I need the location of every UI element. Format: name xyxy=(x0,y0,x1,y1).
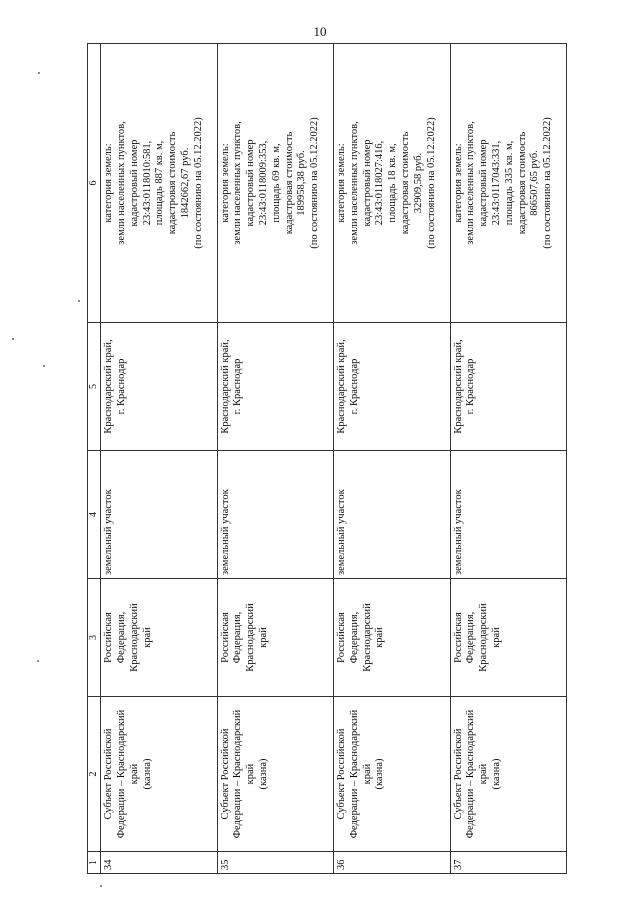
table-row xyxy=(334,44,450,874)
object-type-cell: земельный участок xyxy=(217,451,333,579)
table-row xyxy=(101,44,217,874)
owner-cell: Субъект Российской Федерации – Краснодарский край (казна) xyxy=(450,697,566,852)
table-header-row xyxy=(88,44,101,874)
scan-speck xyxy=(37,660,39,662)
header-col-6: 6 xyxy=(88,44,101,323)
row-number: 36 xyxy=(334,852,450,874)
rotated-table-frame xyxy=(87,44,567,874)
details-cell: категория земель: земли населенных пунктов, кадастровый номер 23:43:0118027:416, площадь 18 кв. м, кадастровая стоимость 32909,58 руб. (по состоянию на 05.12.2022) xyxy=(334,44,450,323)
table-row xyxy=(217,44,333,874)
object-type-cell: земельный участок xyxy=(101,451,217,579)
scan-speck xyxy=(78,300,80,302)
country-cell: Российская Федерация, Краснодарский край xyxy=(450,579,566,697)
address-cell: Краснодарский край, г. Краснодар xyxy=(334,323,450,451)
address-cell: Краснодарский край, г. Краснодар xyxy=(101,323,217,451)
header-col-4: 4 xyxy=(88,451,101,579)
owner-cell: Субъект Российской Федерации – Краснодарский край (казна) xyxy=(101,697,217,852)
country-cell: Российская Федерация, Краснодарский край xyxy=(334,579,450,697)
address-cell: Краснодарский край, г. Краснодар xyxy=(450,323,566,451)
row-number: 34 xyxy=(101,852,217,874)
table-row xyxy=(450,44,566,874)
table-container xyxy=(87,44,567,874)
scan-speck xyxy=(12,338,14,340)
details-cell: категория земель: земли населенных пунктов, кадастровый номер 23:43:0118010:581, площадь 887 кв. м, кадастровая стоимость 1842662,67 руб. (по состоянию на 05.12.2022) xyxy=(101,44,217,323)
scan-speck xyxy=(38,72,40,74)
owner-cell: Субъект Российской Федерации – Краснодарский край (казна) xyxy=(334,697,450,852)
header-col-5: 5 xyxy=(88,323,101,451)
scan-speck xyxy=(43,365,45,367)
owner-cell: Субъект Российской Федерации – Краснодарский край (казна) xyxy=(217,697,333,852)
country-cell: Российская Федерация, Краснодарский край xyxy=(217,579,333,697)
details-cell: категория земель: земли населенных пунктов, кадастровый номер 23:43:0118009:353, площадь 69 кв. м, кадастровая стоимость 189958,38 руб. (по состоянию на 05.12.2022) xyxy=(217,44,333,323)
row-number: 35 xyxy=(217,852,333,874)
country-cell: Российская Федерация, Краснодарский край xyxy=(101,579,217,697)
header-col-2: 2 xyxy=(88,697,101,852)
address-cell: Краснодарский край, г. Краснодар xyxy=(217,323,333,451)
page-number: 10 xyxy=(313,24,327,39)
row-number: 37 xyxy=(450,852,566,874)
details-cell: категория земель: земли населенных пунктов, кадастровый номер 23:43:0117043:331, площадь 335 кв. м, кадастровая стоимость 866507,65 руб. (по состоянию на 05.12.2022) xyxy=(450,44,566,323)
property-table xyxy=(87,43,567,874)
object-type-cell: земельный участок xyxy=(450,451,566,579)
scan-speck xyxy=(100,885,102,887)
header-col-1: 1 xyxy=(88,852,101,874)
object-type-cell: земельный участок xyxy=(334,451,450,579)
header-col-3: 3 xyxy=(88,579,101,697)
